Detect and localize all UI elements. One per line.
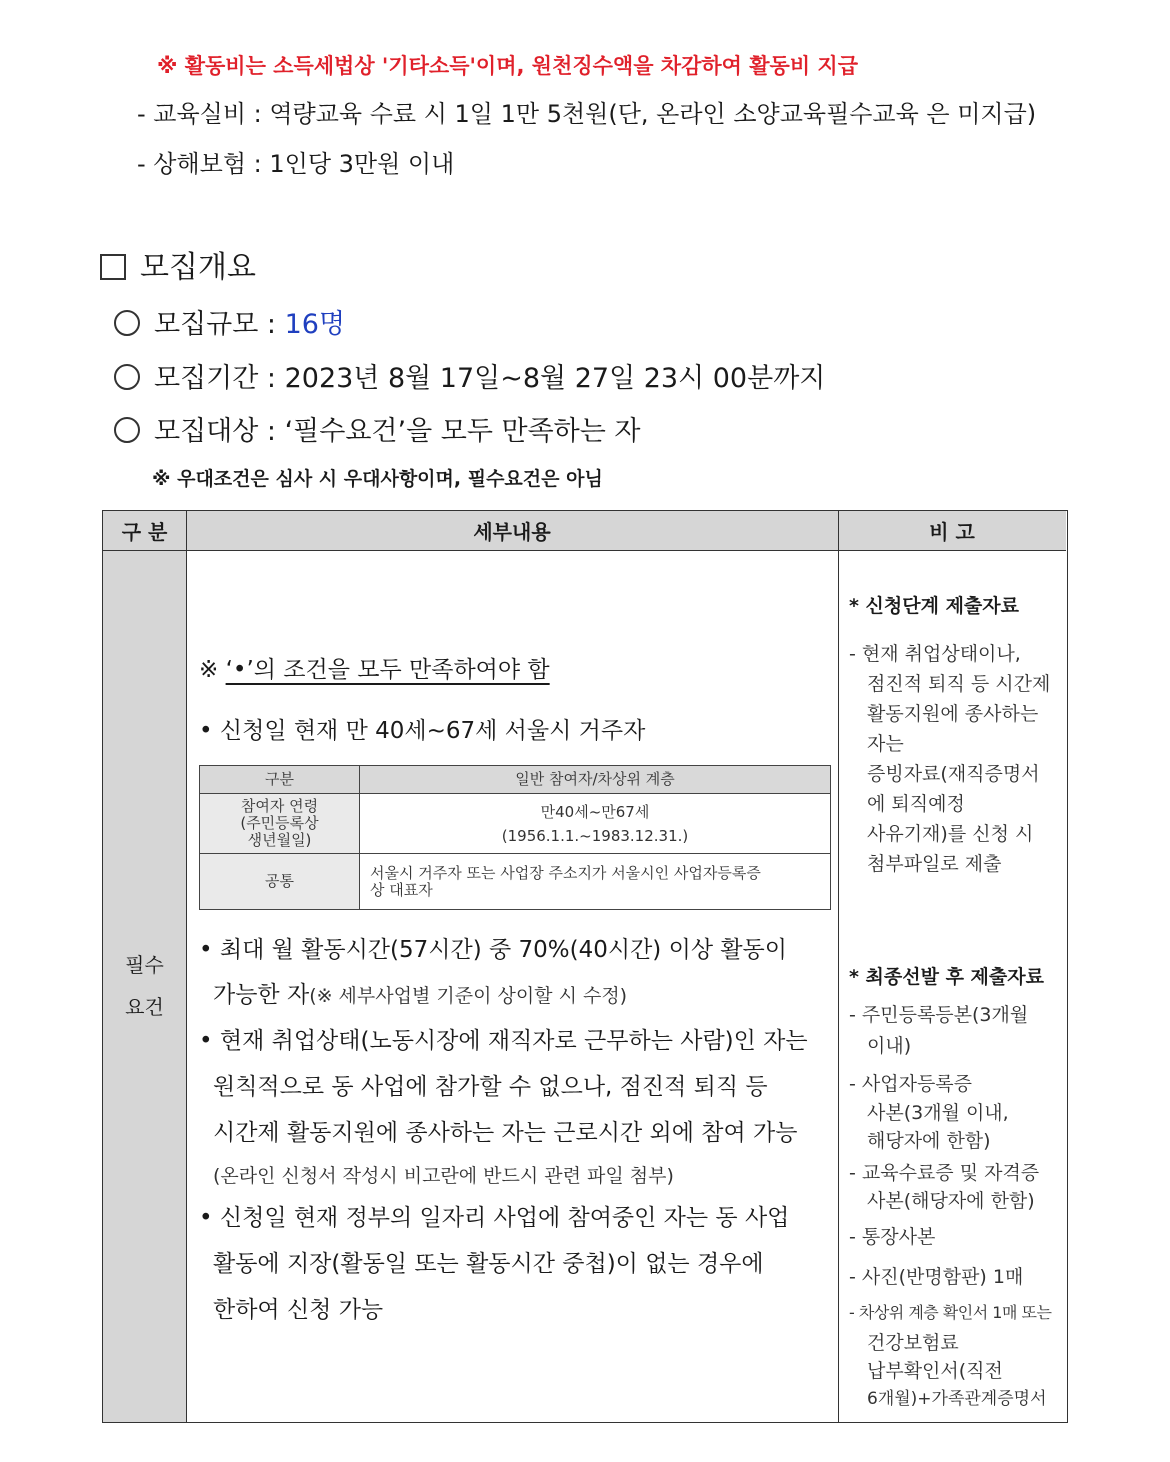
- final-stage-title: * 최종선발 후 제출자료: [849, 966, 1044, 988]
- header-remarks: 비 고: [838, 511, 1066, 551]
- remark-line: - 통장사본: [849, 1226, 936, 1248]
- remark-line: 사본(3개월 이내,: [867, 1102, 1009, 1124]
- inner-common-label: 공통: [200, 854, 360, 909]
- education-cost-line: - 교육실비 : 역량교육 수료 시 1일 1만 5천원(단, 온라인 소양교육필수교육 은 미지급): [137, 100, 1037, 128]
- inner-age-value: 만40세~만67세 (1956.1.1.~1983.12.31.): [501, 802, 689, 845]
- circle-bullet-icon: [114, 364, 140, 390]
- header-category: 구 분: [103, 511, 186, 551]
- bullet-employment-3: 시간제 활동지원에 종사하는 자는 근로시간 외에 참여 가능: [213, 1120, 798, 1146]
- bullet-age: • 신청일 현재 만 40세~67세 서울시 거주자: [199, 718, 646, 744]
- category-label-2: 요건: [125, 995, 164, 1019]
- remark-line: 첨부파일로 제출: [867, 853, 1002, 875]
- category-label-1: 필수: [125, 953, 164, 977]
- bullet-activity-2: 가능한 자(※ 세부사업별 기준이 상이할 시 수정): [213, 982, 628, 1008]
- recruit-target: [114, 409, 641, 448]
- remark-line: 건강보험료: [867, 1332, 959, 1354]
- recruit-period: [114, 356, 825, 395]
- bullet-govjob-1: • 신청일 현재 정부의 일자리 사업에 참여중인 자는 동 사업: [199, 1205, 790, 1231]
- recruit-scale: [114, 302, 345, 341]
- remark-line: 활동지원에 종사하는: [867, 703, 1039, 725]
- bullet-employment-1: • 현재 취업상태(노동시장에 재직자로 근무하는 사람)인 자는: [199, 1028, 808, 1054]
- preference-note: ※ 우대조건은 심사 시 우대사항이며, 필수요건은 아님: [152, 468, 603, 490]
- bullet-govjob-3: 한하여 신청 가능: [213, 1297, 384, 1323]
- inner-common-value: 서울시 거주자 또는 사업장 주소지가 서울시인 사업자등록증 상 대표자: [370, 863, 761, 899]
- remark-line: 자는: [867, 733, 904, 755]
- section-heading: [100, 242, 256, 286]
- remark-line: - 사진(반명함판) 1매: [849, 1266, 1024, 1288]
- checkbox-icon: [100, 254, 126, 280]
- remark-line: 증빙자료(재직증명서: [867, 763, 1040, 785]
- section-title: 모집개요: [140, 250, 256, 285]
- condition-note-text: ‘•’의 조건을 모두 만족하여야 함: [225, 657, 550, 683]
- inner-header-2: 일반 참여자/차상위 계층: [515, 770, 675, 788]
- header-details: 세부내용: [186, 511, 838, 551]
- remark-line: 납부확인서(직전: [867, 1360, 1003, 1382]
- scale-label: 모집규모 :: [154, 309, 285, 340]
- remark-line: 점진적 퇴직 등 시간제: [867, 673, 1051, 695]
- apply-stage-title: * 신청단계 제출자료: [849, 595, 1019, 617]
- bullet-govjob-2: 활동에 지장(활동일 또는 활동시간 중첩)이 없는 경우에: [213, 1251, 764, 1277]
- remark-line: - 현재 취업상태이나,: [849, 643, 1021, 665]
- remark-line: 사유기재)를 신청 시: [867, 823, 1034, 845]
- condition-note: [199, 651, 550, 684]
- remark-line: - 주민등록등본(3개월: [849, 1004, 1029, 1026]
- remark-line: 6개월)+가족관계증명서: [867, 1389, 1047, 1409]
- details-content: [199, 511, 835, 1411]
- scale-value: 16명: [284, 309, 346, 340]
- bullet-activity-1: • 최대 월 활동시간(57시간) 중 70%(40시간) 이상 활동이: [199, 937, 787, 963]
- remark-line: 해당자에 한함): [867, 1130, 991, 1152]
- remark-line: - 교육수료증 및 자격증: [849, 1162, 1040, 1184]
- activity-fee-note: ※ 활동비는 소득세법상 '기타소득'이며, 원천징수액을 차감하여 활동비 지급: [157, 54, 859, 78]
- circle-bullet-icon: [114, 310, 140, 336]
- note-mark: ※: [199, 657, 219, 683]
- age-criteria-table: [199, 765, 831, 910]
- remark-line: - 사업자등록증: [849, 1073, 973, 1095]
- remark-line: - 차상위 계층 확인서 1매 또는: [849, 1303, 1052, 1322]
- period-text: 모집기간 : 2023년 8월 17일~8월 27일 23시 00분까지: [154, 363, 826, 394]
- bullet-employment-2: 원칙적으로 동 사업에 참가할 수 없으나, 점진적 퇴직 등: [213, 1074, 768, 1100]
- circle-bullet-icon: [114, 417, 140, 443]
- inner-age-label: 참여자 연령 (주민등록상 생년월일): [200, 794, 360, 853]
- target-text: 모집대상 : ‘필수요건’을 모두 만족하는 자: [154, 416, 641, 447]
- remark-line: 이내): [867, 1035, 912, 1057]
- bullet-employment-4: (온라인 신청서 작성시 비고란에 반드시 관련 파일 첨부): [213, 1165, 674, 1187]
- remark-line: 사본(해당자에 한함): [867, 1190, 1035, 1212]
- requirements-table: [102, 510, 1068, 1423]
- remark-line: 에 퇴직예정: [867, 793, 965, 815]
- inner-header-1: 구분: [200, 766, 360, 793]
- remarks-content: [849, 511, 1069, 1411]
- insurance-line: - 상해보험 : 1인당 3만원 이내: [137, 150, 455, 178]
